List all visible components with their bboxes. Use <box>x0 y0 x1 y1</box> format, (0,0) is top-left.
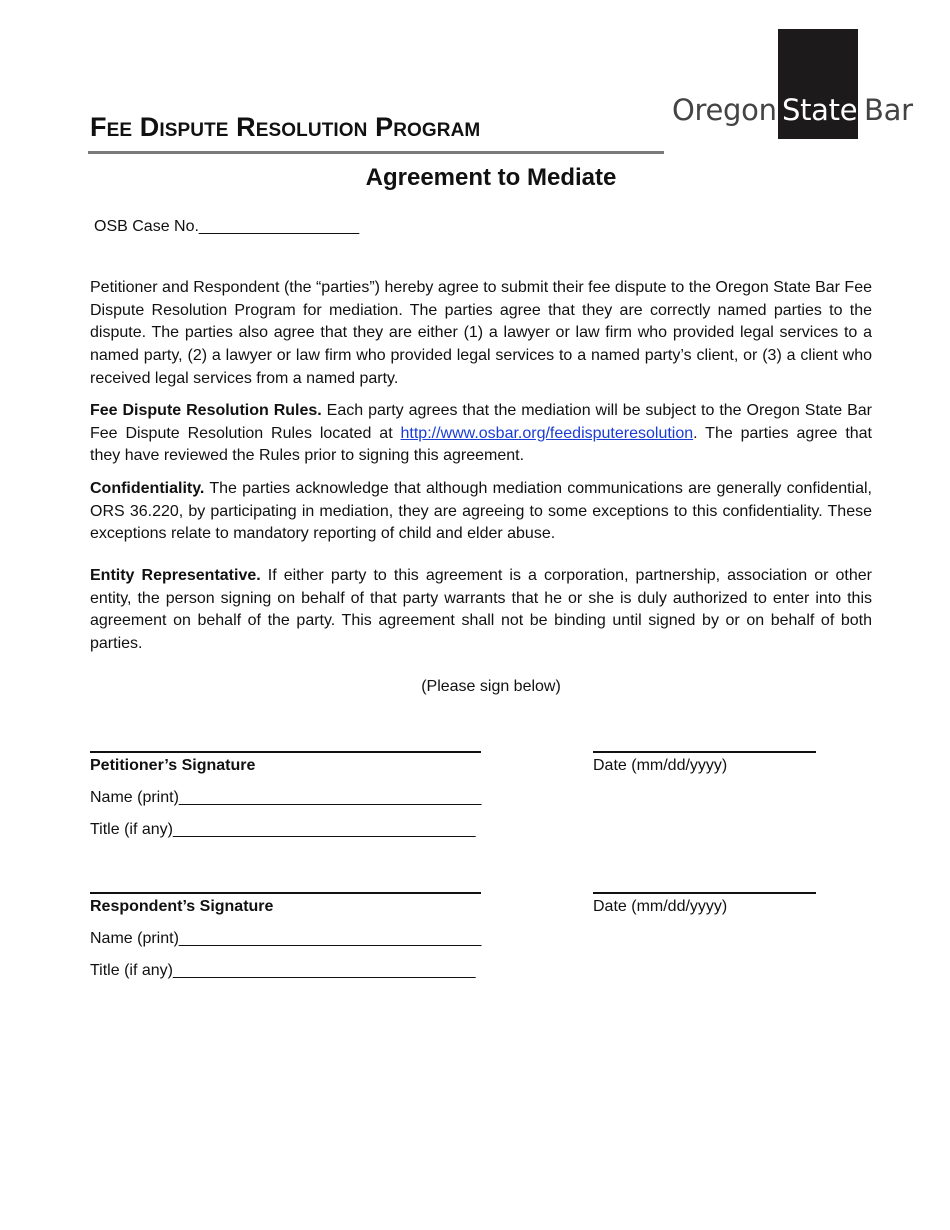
respondent-signature-line[interactable] <box>90 892 481 894</box>
logo-word-oregon: Oregon <box>672 93 777 127</box>
case-number-field: OSB Case No.__________________ <box>94 218 360 235</box>
header-divider <box>88 151 664 154</box>
petitioner-signature-label: Petitioner’s Signature <box>90 757 256 774</box>
respondent-date-line[interactable] <box>593 892 816 894</box>
entity-representative-heading: Entity Representative. <box>90 567 261 584</box>
petitioner-date-label: Date (mm/dd/yyyy) <box>593 757 728 774</box>
rules-link[interactable]: http://www.osbar.org/feedisputeresolution <box>400 424 694 442</box>
document-title: Agreement to Mediate <box>365 164 617 191</box>
logo-word-state: State <box>782 93 858 127</box>
petitioner-title-field[interactable]: Title (if any)__________________________________ <box>90 821 476 838</box>
parties-paragraph: Petitioner and Respondent (the “parties”) hereby agree to submit their fee dispute to the Oregon State Bar Fee Dispute Resolution Program for mediation. The parties agree that they are correctly named parties to the dispute. The parties also agree that they are either (1) a lawyer or law firm who provided legal services to a named party, (2) a lawyer or law firm who provided legal services to a named party’s client, or (3) a client who received legal services from a named party. <box>90 279 872 387</box>
confidentiality-text: The parties acknowledge that although mediation communications are generally confidential, ORS 36.220, by participating in mediation, they are agreeing to some exceptions to this confidentiality. These exceptions relate to mandatory reporting of child and elder abuse. <box>90 480 872 543</box>
rules-paragraph <box>90 400 872 468</box>
program-title: Fee Dispute Resolution Program <box>90 112 481 142</box>
petitioner-date-line[interactable] <box>593 751 816 753</box>
petitioner-name-field[interactable]: Name (print)__________________________________ <box>90 789 482 806</box>
rules-heading: Fee Dispute Resolution Rules. <box>90 402 322 419</box>
petitioner-signature-line[interactable] <box>90 751 481 753</box>
entity-representative-text: If either party to this agreement is a corporation, partnership, association or other entity, the person signing on behalf of that party warrants that he or she is duly authorized to enter into this agreement on behalf of the party. This agreement shall not be binding until signed by or on behalf of both parties. <box>90 567 872 653</box>
respondent-name-field[interactable]: Name (print)__________________________________ <box>90 930 482 947</box>
confidentiality-paragraph <box>90 478 872 546</box>
please-sign-instruction: (Please sign below) <box>421 678 561 695</box>
respondent-date-label: Date (mm/dd/yyyy) <box>593 898 728 915</box>
logo-word-bar: Bar <box>864 93 913 127</box>
respondent-title-field[interactable]: Title (if any)__________________________________ <box>90 962 476 979</box>
oregon-state-bar-logo <box>672 29 912 139</box>
rules-text-end: . The parties agree that they have reviewed the Rules prior to signing this agreement. <box>90 424 872 465</box>
respondent-signature-label: Respondent’s Signature <box>90 898 274 915</box>
rules-text: Each party agrees that the mediation will be subject to the Oregon State Bar Fee Dispute Resolution Rules located at <box>90 402 873 442</box>
entity-representative-paragraph <box>90 565 872 656</box>
confidentiality-heading: Confidentiality. <box>90 480 205 497</box>
